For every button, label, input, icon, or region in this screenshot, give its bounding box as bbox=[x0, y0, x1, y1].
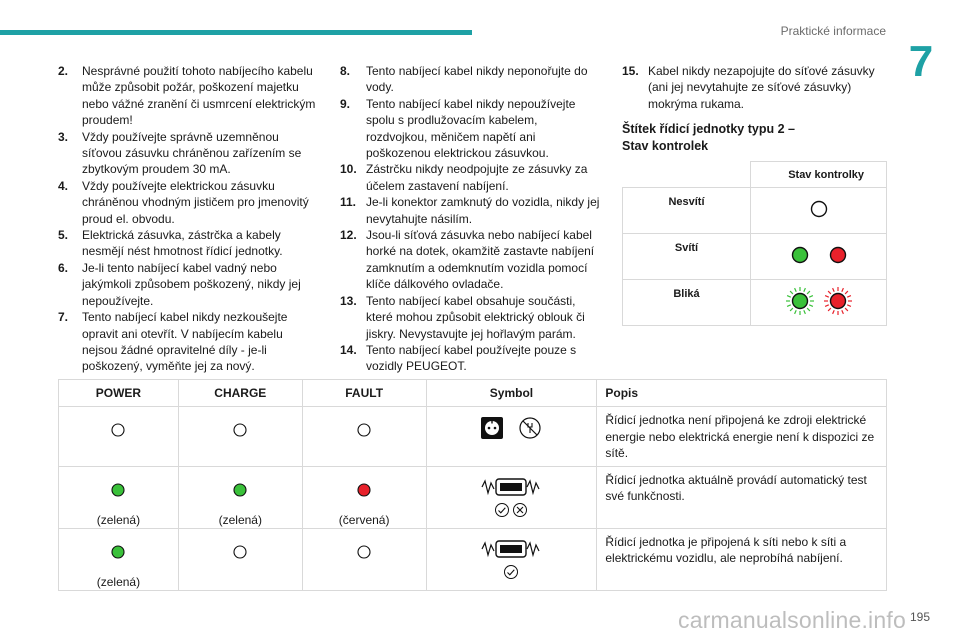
red-led-blinking-icon bbox=[823, 286, 853, 319]
list-item-text: Jsou-li síťová zásuvka nebo nabíjecí kabel horké na dotek, okamžitě zastavte nabíjení zamknutím a odemknutím vozidla pomocí klíče dálkového ovladače. bbox=[366, 228, 595, 292]
list-item-number: 3. bbox=[58, 129, 69, 144]
status-table-header: Stav kontrolky bbox=[751, 162, 887, 188]
list-item-text: Nesprávné použití tohoto nabíjecího kabelu může způsobit požár, poškození majetku nebo vážné zranění či usmrcení elektrickým proudem! bbox=[82, 64, 316, 128]
red-led-icon bbox=[823, 240, 853, 273]
led-charge-cell bbox=[178, 528, 302, 590]
green-led-icon bbox=[106, 540, 130, 567]
led-power-cell bbox=[59, 466, 179, 528]
green-led-blinking-icon bbox=[785, 286, 815, 319]
red-led-icon bbox=[352, 478, 376, 505]
status-row-label: Bliká bbox=[623, 280, 751, 326]
control-unit-icon bbox=[480, 538, 542, 563]
led-color-caption: (zelená) bbox=[96, 512, 141, 527]
led-charge-cell bbox=[178, 407, 302, 467]
status-table-heading: Štítek řídicí jednotky typu 2 – Stav kontrolek bbox=[622, 122, 795, 154]
led-off-icon bbox=[228, 540, 252, 567]
list-item bbox=[58, 309, 320, 375]
list-item bbox=[340, 161, 602, 194]
list-item-text: Je-li tento nabíjecí kabel vadný nebo jakýmkoli způsobem poškozený, nikdy jej nepoužívejte. bbox=[82, 260, 301, 308]
green-led-icon bbox=[228, 478, 252, 505]
list-item bbox=[622, 63, 887, 112]
led-charge-cell bbox=[178, 466, 302, 528]
list-item bbox=[340, 293, 602, 342]
unplugged-icon bbox=[518, 416, 542, 443]
list-item-text: Tento nabíjecí kabel používejte pouze s vozidly PEUGEOT. bbox=[366, 342, 577, 374]
list-item-text: Vždy používejte správně uzemněnou síťovou zásuvku chráněnou zařízením se zbytkovým proudem 30 mA. bbox=[82, 129, 302, 177]
list-item bbox=[58, 178, 320, 227]
list-item bbox=[340, 342, 602, 375]
list-item-text: Tento nabíjecí kabel nikdy nepoužívejte spolu s prodlužovacím kabelem, rozdvojkou, měničem napětí ani poškozenou elektrickou zásuvkou. bbox=[366, 96, 576, 161]
list-item bbox=[340, 96, 602, 162]
control-unit-icon bbox=[480, 476, 542, 501]
green-led-icon bbox=[785, 240, 815, 273]
list-item-text: Je-li konektor zamknutý do vozidla, nikdy jej nevytahujte násilím. bbox=[366, 195, 600, 226]
status-row-icons bbox=[751, 280, 887, 326]
page-number: 195 bbox=[910, 610, 931, 624]
description-cell: Řídicí jednotka je připojená k síti nebo k síti a elektrickému vozidlu, ale neprobíhá nabíjení. bbox=[597, 528, 887, 590]
list-item-number: 14. bbox=[340, 342, 357, 357]
list-item-text: Vždy používejte elektrickou zásuvku chráněnou vhodným jističem pro jmenovitý proud el. obvodu. bbox=[82, 178, 309, 226]
led-off-icon bbox=[106, 418, 130, 445]
led-fault-cell bbox=[302, 466, 426, 528]
led-fault-cell bbox=[302, 407, 426, 467]
list-item-number: 4. bbox=[58, 178, 69, 193]
column-header-description: Popis bbox=[597, 380, 887, 407]
symbol-cell bbox=[426, 528, 597, 590]
list-item-number: 12. bbox=[340, 228, 357, 243]
description-cell: Řídicí jednotka není připojená ke zdroji elektrické energie nebo elektrická energie není k dispozici ze sítě. bbox=[597, 407, 887, 467]
check-icon bbox=[494, 502, 510, 521]
green-led-icon bbox=[106, 478, 130, 505]
list-item-number: 6. bbox=[58, 260, 69, 275]
list-item-text: Zástrčku nikdy neodpojujte ze zásuvky za účelem zastavení nabíjení. bbox=[366, 162, 588, 193]
table-row bbox=[59, 407, 887, 467]
list-item bbox=[58, 129, 320, 178]
symbol-cell bbox=[426, 466, 597, 528]
led-power-cell bbox=[59, 407, 179, 467]
wall-socket-icon bbox=[480, 416, 504, 443]
led-color-caption: (červená) bbox=[338, 512, 390, 527]
chapter-number: 7 bbox=[908, 37, 934, 86]
instructions-column-1 bbox=[58, 63, 320, 375]
instructions-column-3 bbox=[622, 63, 887, 155]
table-row bbox=[59, 528, 887, 590]
symbol-cell bbox=[426, 407, 597, 467]
list-item-text: Tento nabíjecí kabel nikdy neponořujte do vody. bbox=[366, 64, 588, 95]
column-header-fault: FAULT bbox=[302, 380, 426, 407]
list-item bbox=[340, 194, 602, 227]
description-cell: Řídicí jednotka aktuálně provádí automatický test své funkčnosti. bbox=[597, 466, 887, 528]
list-item-number: 11. bbox=[340, 195, 357, 210]
status-row-icons bbox=[751, 234, 887, 280]
watermark: carmanualsonline.info bbox=[678, 607, 906, 633]
list-item-number: 15. bbox=[622, 64, 639, 78]
list-item-number: 5. bbox=[58, 228, 69, 243]
column-header-symbol: Symbol bbox=[426, 380, 597, 407]
control-unit-states-table bbox=[58, 379, 887, 591]
section-title: Praktické informace bbox=[780, 24, 886, 38]
status-row-label: Svítí bbox=[623, 234, 751, 280]
list-item bbox=[340, 63, 602, 96]
status-row-label: Nesvítí bbox=[623, 188, 751, 234]
status-row-icons bbox=[751, 188, 887, 234]
list-item-text: Kabel nikdy nezapojujte do síťové zásuvky (ani jej nevytahujte ze síťové zásuvky) mokrýma rukama. bbox=[648, 64, 875, 111]
led-off-icon bbox=[804, 194, 834, 227]
list-item-number: 8. bbox=[340, 64, 351, 78]
list-item bbox=[58, 227, 320, 260]
list-item-number: 2. bbox=[58, 64, 69, 78]
list-item bbox=[58, 63, 320, 129]
list-item-number: 9. bbox=[340, 96, 351, 111]
led-color-caption: (zelená) bbox=[96, 574, 141, 589]
list-item-text: Tento nabíjecí kabel obsahuje součásti, které mohou způsobit elektrický oblouk či jiskry. Nevystavujte jej hořlavým parám. bbox=[366, 293, 585, 341]
list-item-number: 7. bbox=[58, 310, 69, 325]
list-item-number: 13. bbox=[340, 293, 357, 308]
indicator-status-table bbox=[622, 161, 887, 326]
list-item-number: 10. bbox=[340, 162, 357, 177]
check-icon bbox=[503, 564, 519, 583]
led-power-cell bbox=[59, 528, 179, 590]
header-accent-bar bbox=[0, 30, 472, 35]
cross-icon bbox=[512, 502, 528, 521]
list-item bbox=[340, 227, 602, 293]
list-item-text: Tento nabíjecí kabel nikdy nezkoušejte opravit ani otevřít. V nabíjecím kabelu nejsou žádné opravitelné díly - je-li poškozený, vyměňte jej za nový. bbox=[82, 310, 288, 374]
table-row bbox=[59, 466, 887, 528]
column-header-power: POWER bbox=[59, 380, 179, 407]
led-off-icon bbox=[352, 540, 376, 567]
list-item bbox=[58, 260, 320, 309]
led-fault-cell bbox=[302, 528, 426, 590]
column-header-charge: CHARGE bbox=[178, 380, 302, 407]
list-item-text: Elektrická zásuvka, zástrčka a kabely nesmějí nést hmotnost řídicí jednotky. bbox=[82, 228, 283, 259]
led-off-icon bbox=[228, 418, 252, 445]
led-color-caption: (zelená) bbox=[218, 512, 262, 527]
instructions-column-2 bbox=[340, 63, 602, 375]
led-off-icon bbox=[352, 418, 376, 445]
